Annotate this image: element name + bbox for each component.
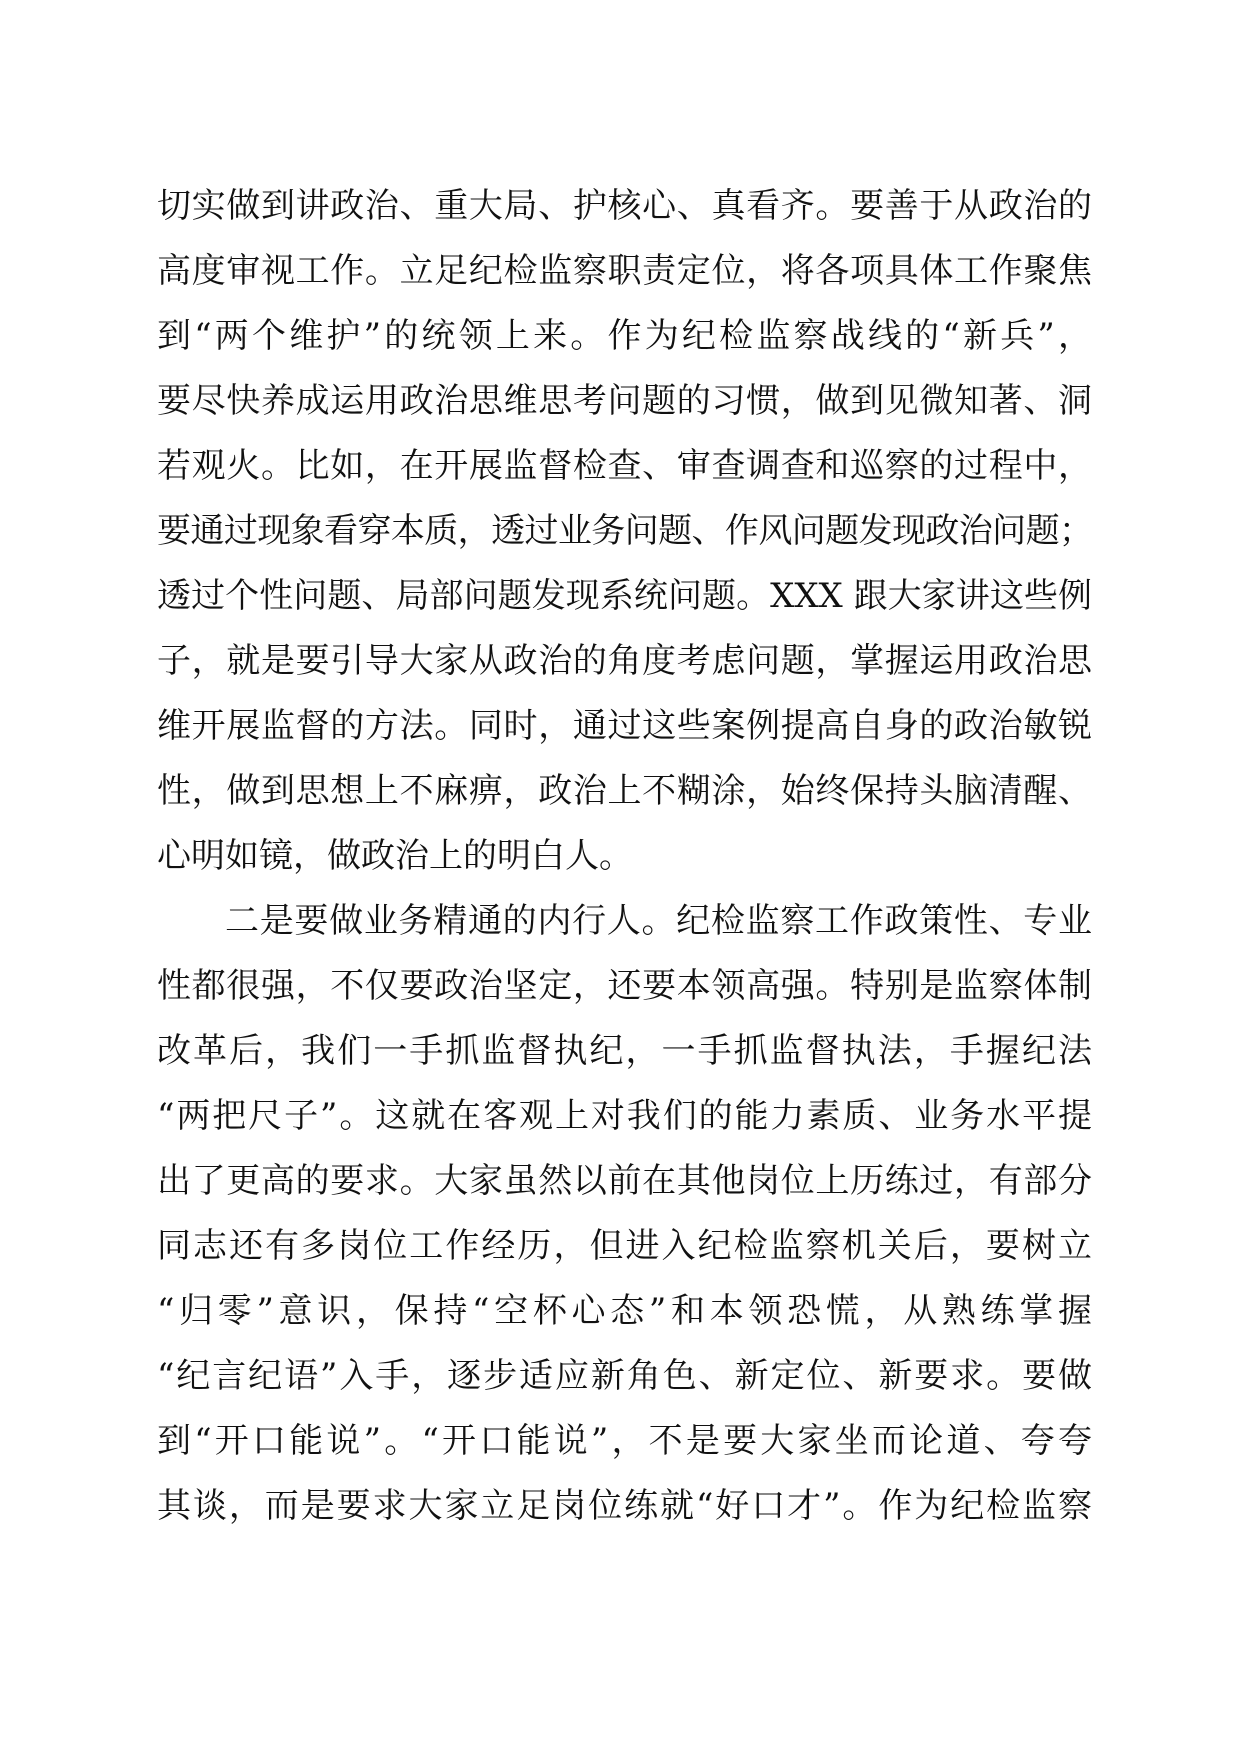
- text-line: 到“两个维护”的统领上来。作为纪检监察战线的“新兵”，: [157, 316, 1092, 356]
- paragraph-start-line: 二是要做业务精通的内行人。纪检监察工作政策性、专业: [225, 901, 1092, 941]
- body-text: [157, 174, 1092, 1539]
- text-line: “两把尺子”。这就在客观上对我们的能力素质、业务水平提: [157, 1096, 1092, 1136]
- text-line: 要尽快养成运用政治思维思考问题的习惯，做到见微知著、洞: [157, 381, 1092, 421]
- text-line: 性都很强，不仅要政治坚定，还要本领高强。特别是监察体制: [157, 966, 1092, 1006]
- text-line: 高度审视工作。立足纪检监察职责定位，将各项具体工作聚焦: [157, 251, 1092, 291]
- text-line: “归零”意识，保持“空杯心态”和本领恐慌，从熟练掌握: [157, 1291, 1092, 1331]
- text-line: 若观火。比如，在开展监督检查、审查调查和巡察的过程中，: [157, 446, 1092, 486]
- text-line: 切实做到讲政治、重大局、护核心、真看齐。要善于从政治的: [157, 186, 1092, 226]
- text-line: 其谈，而是要求大家立足岗位练就“好口才”。作为纪检监察: [157, 1486, 1092, 1526]
- text-line: 心明如镜，做政治上的明白人。: [157, 836, 633, 876]
- text-line: 透过个性问题、局部问题发现系统问题。XXX 跟大家讲这些例: [157, 576, 1092, 616]
- text-line: 出了更高的要求。大家虽然以前在其他岗位上历练过，有部分: [157, 1161, 1092, 1201]
- text-line: 改革后，我们一手抓监督执纪，一手抓监督执法，手握纪法: [157, 1031, 1092, 1071]
- text-line: 子，就是要引导大家从政治的角度考虑问题，掌握运用政治思: [157, 641, 1092, 681]
- text-line: 同志还有多岗位工作经历，但进入纪检监察机关后，要树立: [157, 1226, 1092, 1266]
- text-line: 要通过现象看穿本质，透过业务问题、作风问题发现政治问题；: [157, 511, 1092, 551]
- text-line: 性，做到思想上不麻痹，政治上不糊涂，始终保持头脑清醒、: [157, 771, 1092, 811]
- text-line: 到“开口能说”。“开口能说”，不是要大家坐而论道、夸夸: [157, 1421, 1092, 1461]
- text-line: 维开展监督的方法。同时，通过这些案例提高自身的政治敏锐: [157, 706, 1092, 746]
- text-line: “纪言纪语”入手，逐步适应新角色、新定位、新要求。要做: [157, 1356, 1092, 1396]
